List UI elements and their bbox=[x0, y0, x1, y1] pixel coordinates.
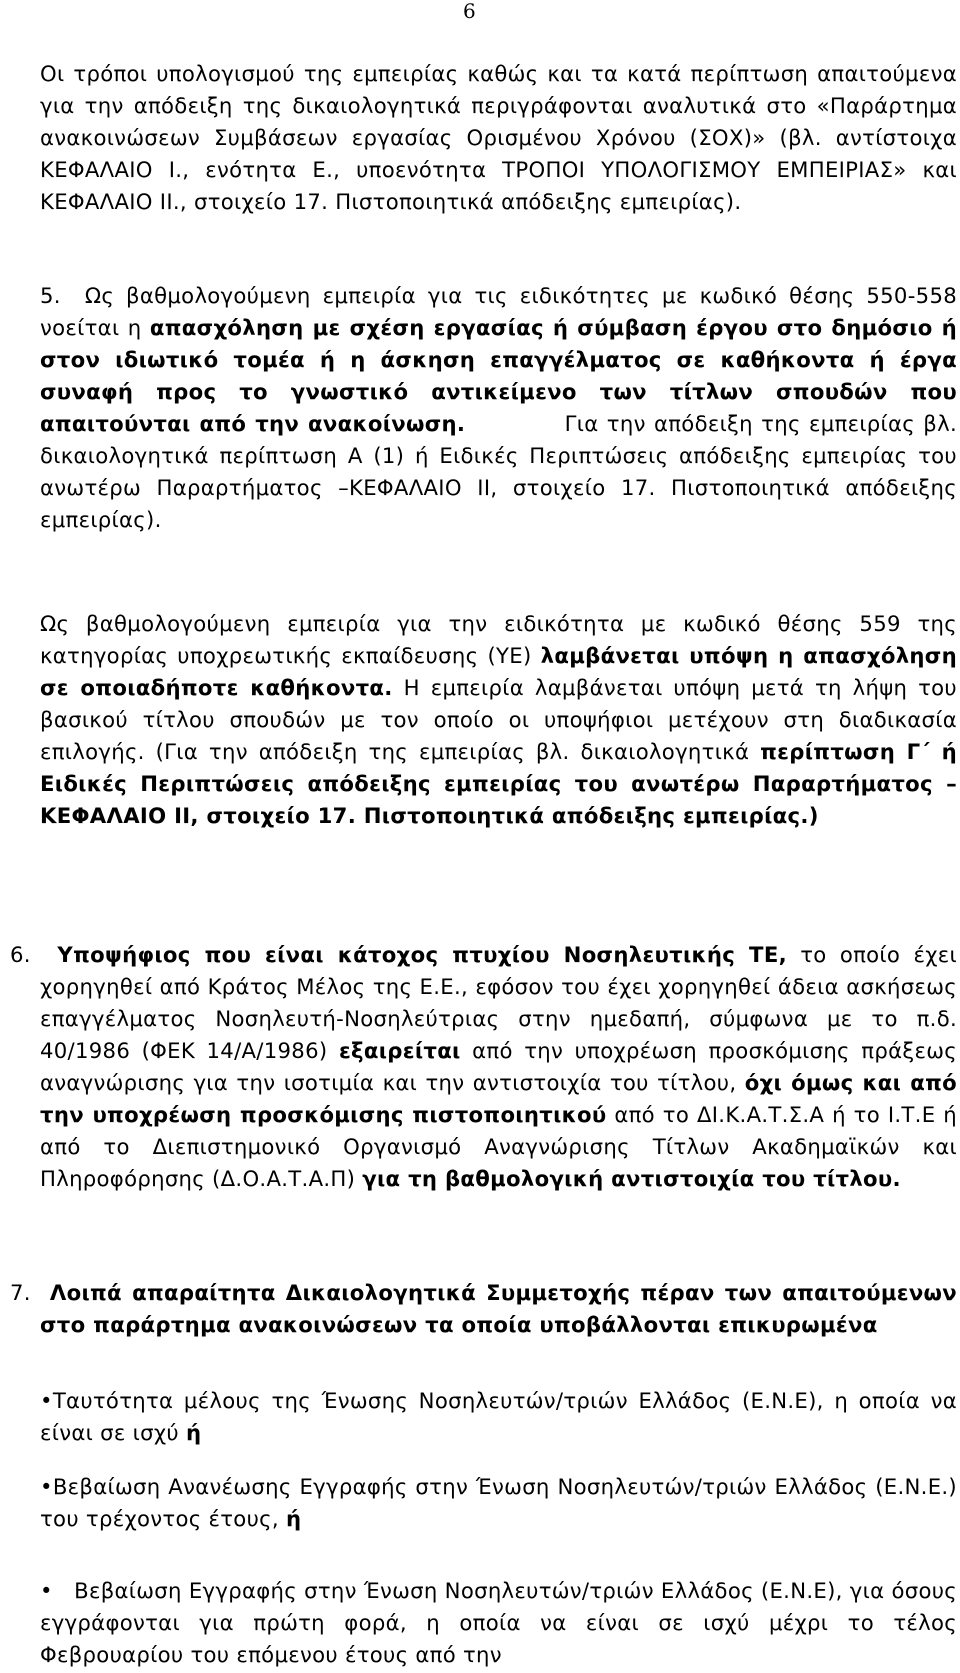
bullet-marker: • bbox=[40, 1578, 53, 1603]
item-5b-paragraph bbox=[40, 608, 957, 832]
item-5-text-1: Ως βαθμολογούμενη εμπειρία για τις ειδικότητες με κωδικό θέσης 550-558 νοείται η bbox=[40, 283, 958, 340]
bullet-marker: • bbox=[40, 1474, 53, 1499]
item-5b-bold-2: περίπτωση Γ΄ ή Ειδικές Περιπτώσεις απόδειξης εμπειρίας του ανωτέρω Παραρτήματος –ΚΕΦΑΛΑΙΟ ΙΙ, στοιχείο 17. Πιστοποιητικά απόδειξης εμπειρίας.) bbox=[40, 739, 957, 828]
item-5b-text-1: Ως βαθμολογούμενη εμπειρία για την ειδικότητα με κωδικό θέσης 559 της κατηγορίας υποχρεωτικής εκπαίδευσης (ΥΕ) bbox=[40, 611, 957, 668]
item-6-text-3: από το ΔΙ.Κ.Α.Τ.Σ.Α ή το Ι.Τ.Ε ή από το Διεπιστημονικό Οργανισμό Αναγνώρισης Τίτλων Ακαδημαϊκών και Πληροφόρησης (Δ.Ο.Α.Τ.Α.Π) bbox=[40, 1102, 957, 1191]
page-number: 6 bbox=[463, 0, 476, 23]
item-7-paragraph bbox=[10, 1277, 957, 1341]
item-6-bold-1: Υποψήφιος που είναι κάτοχος πτυχίου Νοσηλευτικής ΤΕ, bbox=[57, 942, 787, 967]
item-6-bold-2: εξαιρείται bbox=[338, 1038, 461, 1063]
bullet-item-2 bbox=[40, 1471, 957, 1535]
item-5-paragraph bbox=[40, 280, 957, 536]
item-6-text-2: από την υποχρέωση προσκόμισης πράξεως αναγνώρισης για την ισοτιμία και την αντιστοιχία του τίτλου, bbox=[40, 1038, 957, 1095]
item-7-bold-1: Λοιπά απαραίτητα Δικαιολογητικά Συμμετοχής πέραν των απαιτούμενων στο παράρτημα ανακοινώσεων τα οποία υποβάλλονται επικυρωμένα bbox=[40, 1280, 957, 1337]
bullet-marker: • bbox=[40, 1388, 53, 1413]
item-6-bold-4: για τη βαθμολογική αντιστοιχία του τίτλου. bbox=[362, 1166, 901, 1191]
bullet-bold: ή bbox=[186, 1420, 202, 1445]
bullet-bold: ή bbox=[285, 1506, 302, 1531]
item-5b-text-2: Η εμπειρία λαμβάνεται υπόψη μετά τη λήψη του βασικού τίτλου σπουδών με τον οποίο οι υποψήφιοι μετέχουν στη διαδικασία επιλογής. (Για την απόδειξη της εμπειρίας βλ. δικαιολογητικά bbox=[40, 675, 957, 764]
item-6-text-1: το οποίο έχει χορηγηθεί από Κράτος Μέλος της Ε.Ε., εφόσον του έχει χορηγηθεί άδεια ασκήσεως επαγγέλματος Νοσηλευτή-Νοσηλεύτριας στην ημεδαπή, σύμφωνα με το π.δ. 40/1986 (ΦΕΚ 14/Α/1986) bbox=[40, 942, 957, 1063]
bullet-item-3 bbox=[40, 1575, 957, 1671]
item-5-text-2: Για την απόδειξη της εμπειρίας βλ. δικαιολογητικά περίπτωση Α (1) ή Ειδικές Περιπτώσεις απόδειξης εμπειρίας του ανωτέρω Παραρτήματος –ΚΕΦΑΛΑΙΟ ΙΙ, στοιχείο 17. Πιστοποιητικά απόδειξης εμπειρίας). bbox=[40, 411, 957, 532]
intro-paragraph: Οι τρόποι υπολογισμού της εμπειρίας καθώς και τα κατά περίπτωση απαιτούμενα για την απόδειξη της δικαιολογητικά περιγράφονται αναλυτικά στο «Παράρτημα ανακοινώσεων Συμβάσεων εργασίας Ορισμένου Χρόνου (ΣΟΧ)» (βλ. αντίστοιχα ΚΕΦΑΛΑΙΟ Ι., ενότητα Ε., υποενότητα ΤΡΟΠΟΙ ΥΠΟΛΟΓΙΣΜΟΥ ΕΜΠΕΙΡΙΑΣ» και ΚΕΦΑΛΑΙΟ ΙΙ., στοιχείο 17. Πιστοποιητικά απόδειξης εμπειρίας). bbox=[40, 61, 957, 214]
item-5-number: 5. bbox=[40, 283, 61, 308]
item-6-number: 6. bbox=[10, 942, 31, 967]
item-5-bold-1: απασχόληση με σχέση εργασίας ή σύμβαση έργου στο δημόσιο ή στον ιδιωτικό τομέα ή η άσκηση επαγγέλματος σε καθήκοντα ή έργα συναφή προς το γνωστικό αντικείμενο των τίτλων σπουδών που απαιτούνται από την ανακοίνωση. bbox=[40, 315, 957, 436]
bullet-text: Βεβαίωση Εγγραφής στην Ένωση Νοσηλευτών/τριών Ελλάδος (Ε.Ν.Ε), για όσους εγγράφονται για πρώτη φορά, η οποία να είναι σε ισχύ μέχρι το τέλος Φεβρουαρίου του επόμενου έτους από την bbox=[40, 1578, 957, 1667]
item-6-bold-3: όχι όμως και από την υποχρέωση προσκόμισης πιστοποιητικού bbox=[40, 1070, 957, 1127]
bullet-text: Ταυτότητα μέλους της Ένωσης Νοσηλευτών/τριών Ελλάδος (Ε.Ν.Ε), η οποία να είναι σε ισχύ bbox=[40, 1388, 957, 1445]
bullet-item-1 bbox=[40, 1385, 957, 1449]
bullet-text: Βεβαίωση Ανανέωσης Εγγραφής στην Ένωση Νοσηλευτών/τριών Ελλάδος (Ε.Ν.Ε.) του τρέχοντος έτους, bbox=[40, 1474, 957, 1531]
item-5b-bold-1: λαμβάνεται υπόψη η απασχόληση σε οποιαδήποτε καθήκοντα. bbox=[40, 643, 957, 700]
item-7-number: 7. bbox=[10, 1280, 31, 1305]
item-6-paragraph bbox=[10, 939, 957, 1195]
